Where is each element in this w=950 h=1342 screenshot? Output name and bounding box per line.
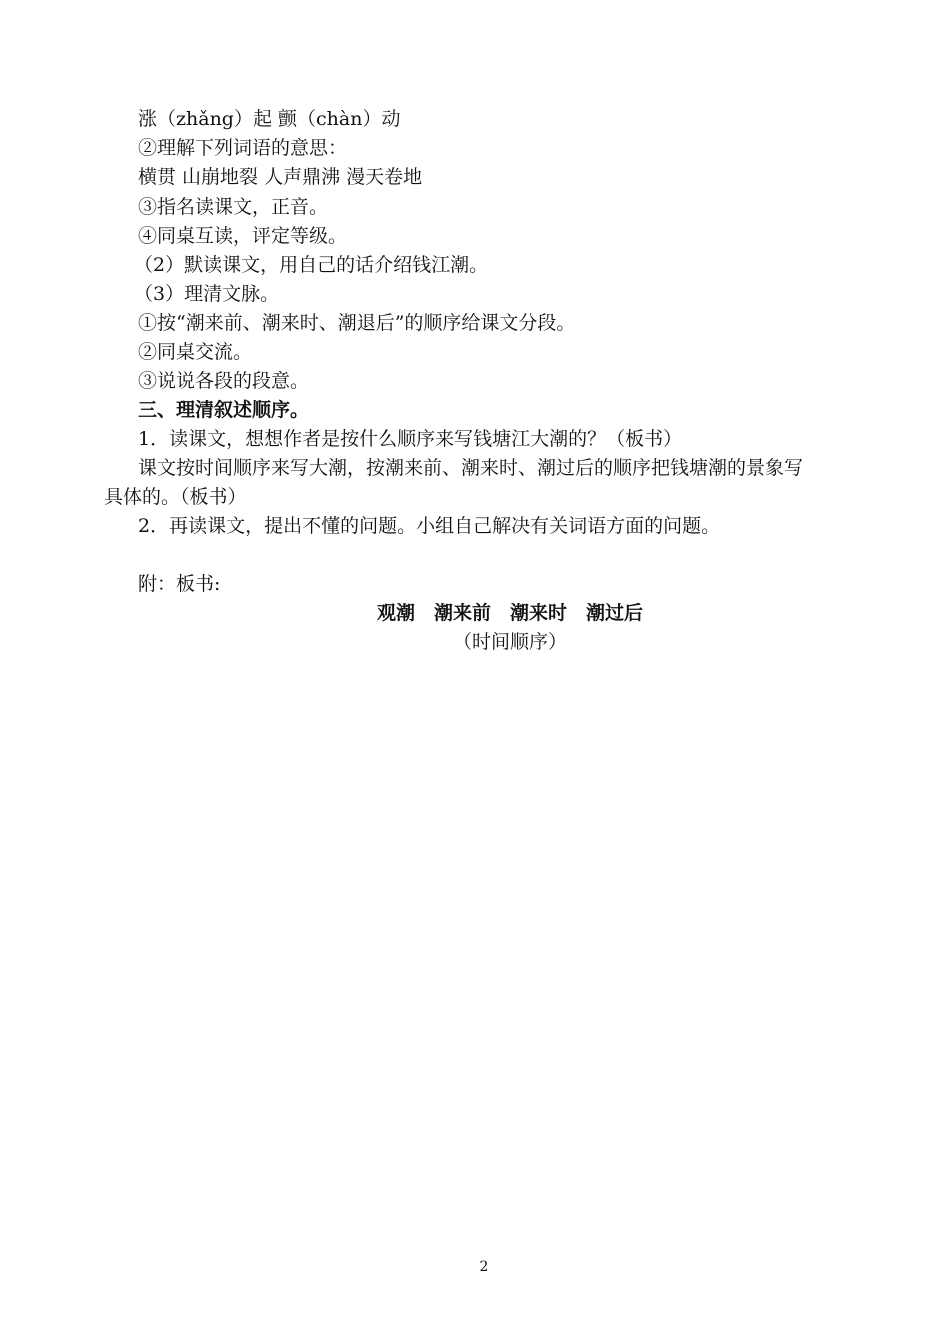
read-aloud-step: ③指名读课文，正音。 — [138, 196, 329, 218]
vocab-words: 横贯 山崩地裂 人声鼎沸 漫天卷地 — [138, 166, 423, 188]
vocab-instruction: ②理解下列词语的意思： — [138, 137, 348, 159]
pair-read-step: ④同桌互读，评定等级。 — [138, 225, 348, 247]
question-step-2: 2．再读课文，提出不懂的问题。小组自己解决有关词语方面的问题。 — [138, 515, 721, 537]
pinyin-line: 涨（zhǎng）起 颤（chàn）动 — [138, 108, 401, 130]
exchange-step: ②同桌交流。 — [138, 341, 253, 363]
section-heading: 三、理清叙述顺序。 — [138, 399, 310, 421]
page-number: 2 — [479, 1259, 489, 1275]
answer-line-1: 课文按时间顺序来写大潮，按潮来前、潮来时、潮过后的顺序把钱塘潮的景象写 — [138, 457, 804, 479]
answer-line-2: 具体的。（板书） — [104, 486, 247, 508]
board-title: 观潮 潮来前 潮来时 潮过后 — [376, 602, 643, 624]
silent-read-step: （2）默读课文，用自己的话介绍钱江潮。 — [134, 254, 489, 276]
structure-step: （3）理清文脉。 — [134, 283, 280, 305]
question-step-1: 1．读课文，想想作者是按什么顺序来写钱塘江大潮的？（板书） — [138, 428, 683, 450]
board-subtitle: （时间顺序） — [452, 631, 567, 653]
summary-step: ③说说各段的段意。 — [138, 370, 310, 392]
appendix-label: 附：板书: — [138, 573, 221, 595]
segment-step: ①按“潮来前、潮来时、潮退后”的顺序给课文分段。 — [138, 312, 576, 334]
